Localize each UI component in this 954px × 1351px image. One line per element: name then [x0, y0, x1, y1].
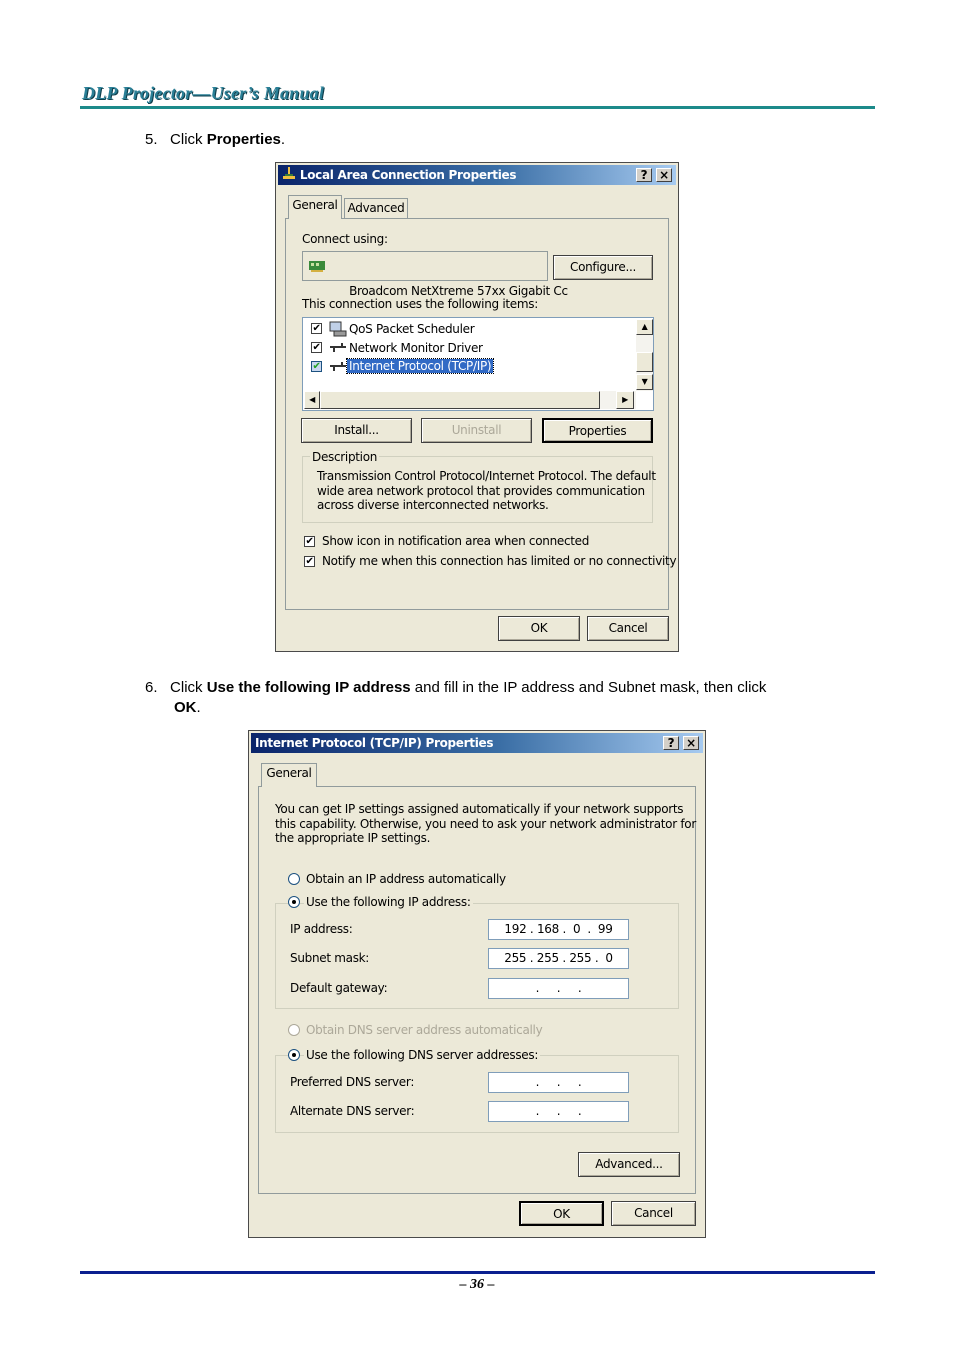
gateway-input[interactable]: . . . [488, 978, 629, 999]
step-6-line-2 [174, 698, 201, 718]
subnet-label: Subnet mask: [290, 951, 370, 965]
close-button[interactable]: × [683, 736, 699, 750]
intro-line-3: the appropriate IP settings. [275, 831, 431, 845]
use-dns-radio[interactable] [288, 1049, 300, 1061]
qos-label: QoS Packet Scheduler [349, 322, 475, 336]
step-5-post: . [280, 131, 286, 148]
alternate-dns-label: Alternate DNS server: [290, 1104, 415, 1118]
configure-button[interactable]: Configure... [553, 255, 653, 280]
network-card-icon [309, 260, 327, 275]
tab-general[interactable]: General [288, 195, 342, 219]
ip-address-label: IP address: [290, 922, 353, 936]
ok-button[interactable]: OK [519, 1201, 604, 1226]
cancel-button[interactable]: Cancel [587, 616, 669, 641]
cancel-button[interactable]: Cancel [611, 1201, 696, 1226]
intro-line-1: You can get IP settings assigned automatically if your network supports [275, 802, 684, 816]
tab-advanced[interactable]: Advanced [344, 198, 408, 218]
scroll-thumb[interactable] [636, 352, 653, 372]
manual-title: DLP Projector—User’s Manual [82, 83, 325, 103]
dialog2-titlebar [251, 733, 703, 753]
description-line-3: across diverse interconnected networks. [317, 498, 549, 512]
tcpip-properties-dialog [248, 730, 706, 1238]
netmon-checkbox[interactable]: ✔ [312, 342, 321, 353]
network-icon [282, 166, 296, 186]
step-6-number: 6. [145, 679, 158, 696]
step-6-bold: Use the following IP address [206, 679, 411, 696]
page-number: – 36 – [459, 1277, 495, 1292]
step-6 [145, 678, 865, 698]
install-button[interactable]: Install... [301, 418, 412, 443]
notify-checkbox[interactable]: ✔ [305, 556, 314, 567]
obtain-dns-label: Obtain DNS server address automatically [306, 1023, 543, 1037]
description-line-2: wide area network protocol that provides communication [317, 484, 645, 498]
header-rule [80, 106, 875, 109]
use-ip-label[interactable]: Use the following IP address: [306, 895, 471, 909]
step-5-bold: Properties [206, 131, 281, 148]
step-6-ok: OK [174, 699, 197, 716]
protocol-icon [329, 360, 347, 375]
footer-rule [80, 1271, 875, 1274]
protocol-icon [329, 341, 347, 356]
step-5 [145, 130, 285, 150]
ok-button[interactable]: OK [498, 616, 580, 641]
gateway-label: Default gateway: [290, 981, 388, 995]
advanced-button[interactable]: Advanced... [578, 1152, 680, 1177]
tcpip-checkbox[interactable]: ✔ [312, 361, 321, 372]
show-icon-label[interactable]: Show icon in notification area when connected [322, 534, 590, 548]
items-label: This connection uses the following items: [302, 297, 538, 311]
qos-icon [329, 321, 347, 340]
step-5-number: 5. [145, 131, 158, 148]
tab-general[interactable]: General [261, 763, 317, 787]
subnet-input[interactable]: 255 . 255 . 255 . 0 [488, 948, 629, 969]
dialog1-title: Local Area Connection Properties [299, 168, 517, 182]
step-6-pre: Click [170, 679, 207, 696]
adapter-field [302, 251, 568, 298]
components-list[interactable] [302, 317, 654, 411]
notify-label[interactable]: Notify me when this connection has limited or no connectivity [322, 554, 677, 568]
dialog2-title: Internet Protocol (TCP/IP) Properties [255, 736, 494, 750]
help-button[interactable]: ? [636, 168, 652, 182]
preferred-dns-input[interactable]: . . . [488, 1072, 629, 1093]
connect-using-label: Connect using: [302, 232, 388, 246]
qos-checkbox[interactable]: ✔ [312, 323, 321, 334]
step-5-pre: Click [170, 131, 207, 148]
description-label: Description [312, 450, 378, 464]
step-6-post: and fill in the IP address and Subnet mask, then click [410, 679, 767, 696]
netmon-label: Network Monitor Driver [349, 341, 483, 355]
scroll-up-button[interactable]: ▲ [636, 319, 653, 335]
step-6-end: . [196, 699, 201, 716]
use-ip-radio[interactable] [288, 896, 300, 908]
obtain-ip-label[interactable]: Obtain an IP address automatically [306, 872, 506, 886]
show-icon-checkbox[interactable]: ✔ [305, 536, 314, 547]
dialog1-titlebar [278, 165, 676, 185]
help-button[interactable]: ? [663, 736, 679, 750]
preferred-dns-label: Preferred DNS server: [290, 1075, 415, 1089]
close-button[interactable]: × [656, 168, 672, 182]
adapter-name: Broadcom NetXtreme 57xx Gigabit Cc [349, 284, 568, 298]
description-line-1: Transmission Control Protocol/Internet Protocol. The default [317, 469, 656, 483]
hscroll-thumb[interactable] [320, 391, 600, 409]
alternate-dns-input[interactable]: . . . [488, 1101, 629, 1122]
intro-line-2: this capability. Otherwise, you need to ask your network administrator for [275, 817, 696, 831]
obtain-dns-radio [288, 1024, 300, 1036]
scroll-left-button[interactable]: ◀ [304, 391, 320, 409]
tcpip-label[interactable] [347, 359, 493, 374]
scroll-right-button[interactable]: ▶ [616, 391, 634, 409]
scroll-down-button[interactable]: ▼ [636, 374, 653, 390]
properties-button[interactable]: Properties [542, 418, 653, 443]
use-dns-label[interactable]: Use the following DNS server addresses: [306, 1048, 539, 1062]
tcpip-label-selected[interactable]: Internet Protocol (TCP/IP) [349, 359, 492, 373]
local-area-connection-dialog [275, 162, 679, 652]
obtain-ip-radio[interactable] [288, 873, 300, 885]
uninstall-button: Uninstall [421, 418, 532, 443]
ip-address-input[interactable]: 192 . 168 . 0 . 99 [488, 919, 629, 940]
